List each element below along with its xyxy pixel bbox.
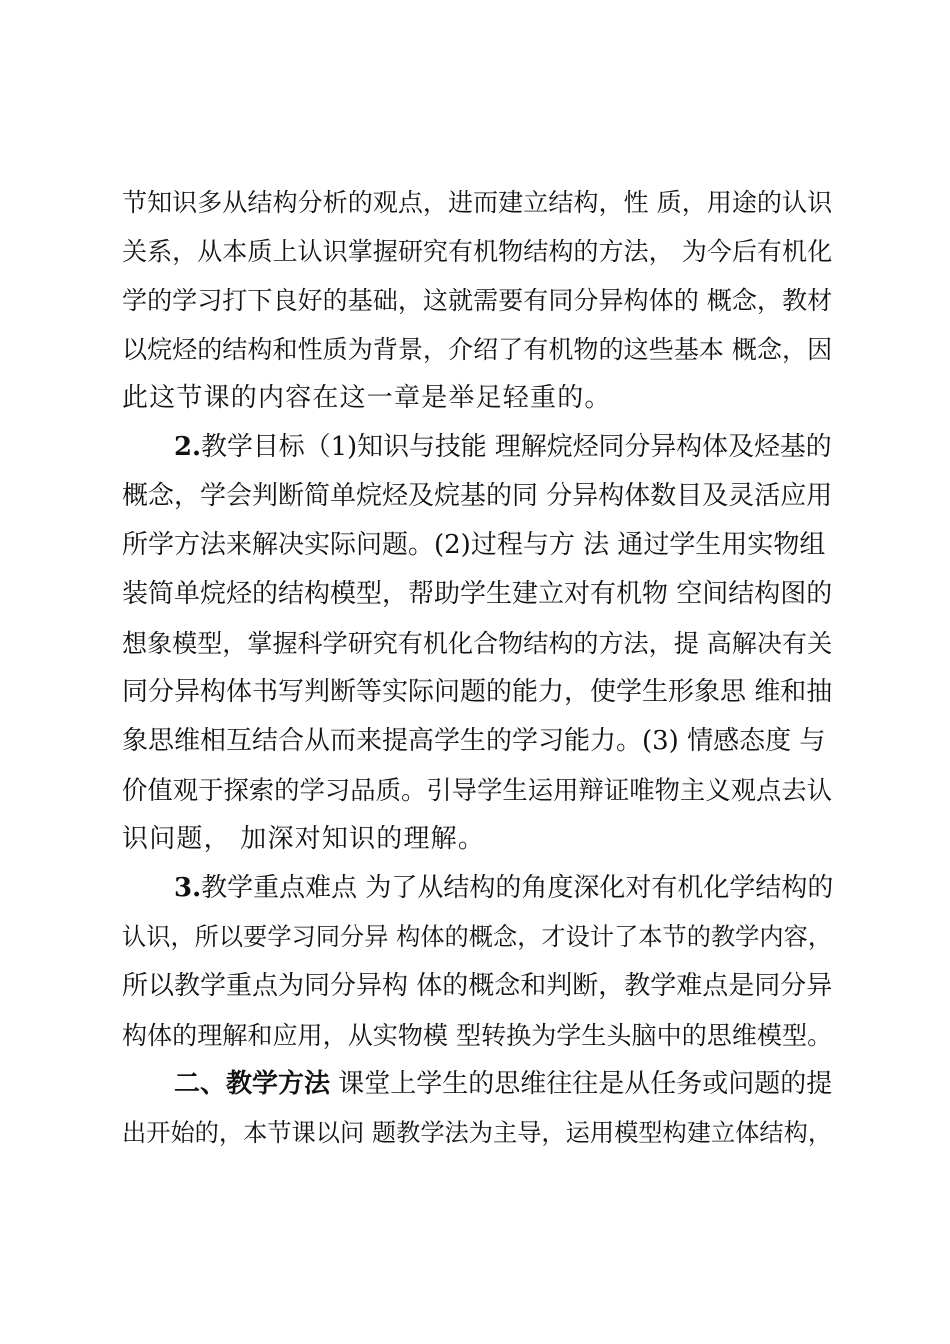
paragraph-line [122, 276, 832, 325]
paragraph-line [122, 325, 832, 374]
paragraph-line [122, 619, 832, 668]
paragraph-line [122, 472, 832, 521]
paragraph-line [122, 668, 832, 717]
line-text: 所学方法来解决实际问题。(2)过程与方 法 通过学生用实物组 [122, 530, 826, 560]
paragraph-line [122, 521, 832, 570]
body-text [122, 178, 832, 1158]
line-text: 学的学习打下良好的基础，这就需要有同分异构体的 概念，教材 [122, 286, 833, 315]
section-heading-line [122, 864, 832, 913]
line-text: 所以教学重点为同分异构 体的概念和判断，教学难点是同分异 [122, 971, 833, 1001]
section-heading-line [122, 1060, 832, 1109]
line-text: 此这节课的内容在这一章是举足轻重的。 [122, 383, 612, 413]
paragraph-line [122, 717, 832, 766]
line-text: 识问题， 加深对知识的理解。 [122, 824, 486, 854]
line-text: 教学目标（1)知识与技能 理解烷烃同分异构体及烃基的 [201, 432, 832, 462]
line-text: 以烷烃的结构和性质为背景，介绍了有机物的这些基本 概念，因 [122, 335, 833, 364]
line-text: 装简单烷烃的结构模型，帮助学生建立对有机物 空间结构图的 [122, 579, 833, 609]
line-text: 出开始的，本节课以问 题教学法为主导，运用模型构建立体结构， [122, 1119, 833, 1147]
section-number: 3. [174, 873, 202, 903]
line-text: 课堂上学生的思维往往是从任务或问题的提 [330, 1069, 833, 1099]
line-text: 同分异构体书写判断等实际问题的能力，使学生形象思 维和抽 [122, 677, 833, 707]
paragraph-line [122, 1011, 832, 1060]
line-text: 想象模型，掌握科学研究有机化合物结构的方法，提 高解决有关 [122, 629, 833, 658]
line-text: 教学重点难点 为了从结构的角度深化对有机化学结构的 [201, 873, 834, 903]
paragraph-line [122, 1109, 832, 1158]
paragraph-line [122, 962, 832, 1011]
section-heading: 二、教学方法 [174, 1069, 331, 1099]
paragraph-line [122, 913, 832, 962]
line-text: 象思维相互结合从而来提高学生的学习能力。(3) 情感态度 与 [122, 726, 826, 756]
paragraph-line [122, 178, 832, 227]
paragraph-line [122, 766, 832, 815]
line-text: 节知识多从结构分析的观点，进而建立结构，性 质，用途的认识 [122, 188, 833, 217]
line-text: 概念，学会判断简单烷烃及烷基的同 分异构体数目及灵活应用 [122, 481, 833, 511]
paragraph-line [122, 227, 832, 276]
section-number: 2. [174, 432, 202, 462]
line-text: 价值观于探索的学习品质。引导学生运用辩证唯物主义观点去认 [122, 775, 833, 805]
paragraph-line [122, 374, 832, 423]
section-heading-line [122, 423, 832, 472]
paragraph-line [122, 570, 832, 619]
line-text: 认识，所以要学习同分异 构体的概念，才设计了本节的教学内容， [122, 923, 833, 951]
line-text: 关系，从本质上认识掌握研究有机物结构的方法， 为今后有机化 [122, 237, 833, 266]
line-text: 构体的理解和应用，从实物模 型转换为学生头脑中的思维模型。 [122, 1021, 833, 1050]
paragraph-line [122, 815, 832, 864]
